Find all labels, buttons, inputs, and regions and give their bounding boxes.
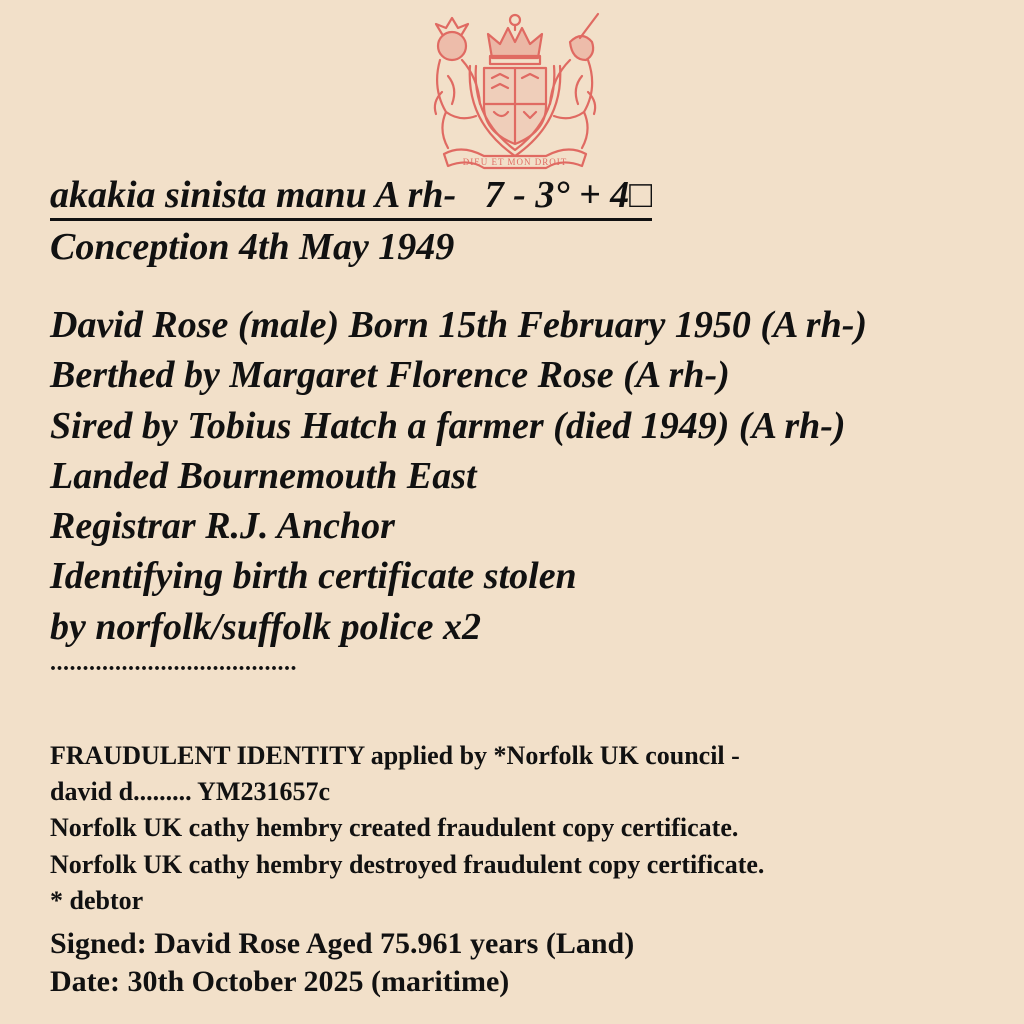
- detail-line: Identifying birth certificate stolen: [50, 555, 577, 598]
- detail-line: Landed Bournemouth East: [50, 454, 477, 497]
- royal-coat-of-arms-icon: [422, 8, 608, 170]
- detail-line: David Rose (male) Born 15th February 1950 (A rh-): [50, 304, 868, 346]
- note-line: david d......... YM231657c: [50, 777, 330, 807]
- detail-line: Berthed by Margaret Florence Rose (A rh-): [50, 354, 730, 397]
- fraud-notes: [50, 738, 764, 919]
- detail-line: Registrar R.J. Anchor: [50, 505, 395, 548]
- svg-text:DIEU ET MON DROIT: DIEU ET MON DROIT: [462, 157, 568, 167]
- conception-date: Conception 4th May 1949: [50, 226, 455, 268]
- birth-details: [50, 300, 867, 652]
- note-line: * debtor: [50, 885, 144, 915]
- note-line: Norfolk UK cathy hembry destroyed fraudulent copy certificate.: [50, 849, 765, 879]
- date-line: Date: 30th October 2025 (maritime): [50, 965, 510, 998]
- signed-line: Signed: David Rose Aged 75.961 years (Land): [50, 927, 635, 960]
- dotted-separator: ......................................: [50, 650, 297, 676]
- note-line: Norfolk UK cathy hembry created fraudulent copy certificate.: [50, 813, 739, 843]
- detail-line: Sired by Tobius Hatch a farmer (died 1949) (A rh-): [50, 404, 846, 447]
- signature-block: [50, 925, 634, 1001]
- detail-line: by norfolk/suffolk police x2: [50, 605, 482, 648]
- note-line: FRAUDULENT IDENTITY applied by *Norfolk UK council -: [50, 741, 740, 770]
- document-heading: akakia sinista manu A rh- 7 - 3° + 4□: [50, 172, 652, 221]
